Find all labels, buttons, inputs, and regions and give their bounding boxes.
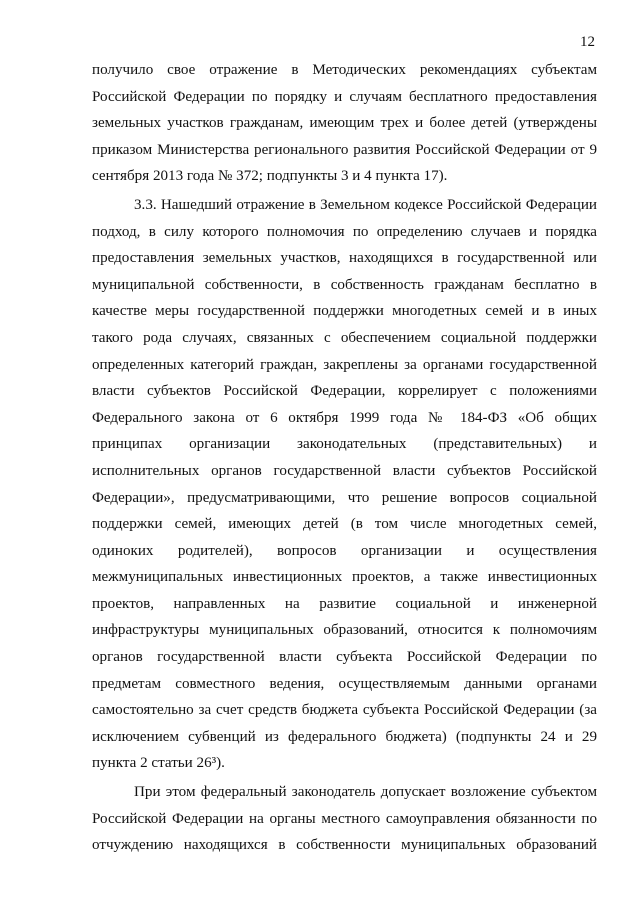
text-line: поддержки семей, имеющих детей (в том числе многодетных семей, bbox=[92, 516, 597, 533]
text-line: отчуждению находящихся в собственности муниципальных образований bbox=[92, 837, 597, 854]
text-line: определенных категорий граждан, закреплены за органами государственной bbox=[92, 356, 597, 373]
text-line: Федерации», предусматривающими, что решение вопросов социальной bbox=[92, 489, 597, 506]
text-line: приказом Министерства регионального развития Российской Федерации от 9 bbox=[92, 141, 597, 158]
text-line: исключением субвенций из федерального бюджета) (подпункты 24 и 29 bbox=[92, 728, 597, 745]
page-number: 12 bbox=[580, 34, 595, 50]
text-line: пункта 2 статьи 26³). bbox=[92, 755, 225, 772]
text-line: предметам совместного ведения, осуществляемым данными органами bbox=[92, 675, 597, 692]
text-line: одиноких родителей), вопросов организации и осуществления bbox=[92, 542, 597, 559]
text-line: исполнительных органов государственной власти субъектов Российской bbox=[92, 462, 597, 479]
paragraph bbox=[92, 779, 597, 859]
paragraph bbox=[92, 192, 597, 777]
text-line: проектов, направленных на развитие социальной и инженерной bbox=[92, 595, 597, 612]
text-line: подход, в силу которого полномочия по определению случаев и порядка bbox=[92, 223, 597, 240]
text-line: межмуниципальных инвестиционных проектов, а также инвестиционных bbox=[92, 569, 597, 586]
text-line: земельных участков гражданам, имеющим трех и более детей (утверждены bbox=[92, 115, 597, 132]
text-line: предоставления земельных участков, находящихся в государственной или bbox=[92, 250, 597, 267]
text-line: инфраструктуры муниципальных образований, относится к полномочиям bbox=[92, 622, 597, 639]
text-line: Российской Федерации по порядку и случаям бесплатного предоставления bbox=[92, 88, 597, 105]
text-line: самостоятельно за счет средств бюджета субъекта Российской Федерации (за bbox=[92, 702, 597, 719]
text-line: качестве меры государственной поддержки многодетных семей и в иных bbox=[92, 303, 597, 320]
text-line: органов государственной власти субъекта Российской Федерации по bbox=[92, 649, 597, 666]
text-line: получило свое отражение в Методических рекомендациях субъектам bbox=[92, 62, 597, 78]
text-line: Федерального закона от 6 октября 1999 года № 184-ФЗ «Об общих bbox=[92, 409, 597, 426]
text-line: 3.3. Нашедший отражение в Земельном кодексе Российской Федерации bbox=[134, 196, 597, 213]
text-line: муниципальной собственности, в собственность гражданам бесплатно в bbox=[92, 276, 597, 293]
text-line: власти субъектов Российской Федерации, коррелирует с положениями bbox=[92, 383, 597, 400]
paragraph bbox=[92, 57, 597, 190]
text-line: При этом федеральный законодатель допускает возложение субъектом bbox=[134, 784, 597, 801]
text-line: сентября 2013 года № 372; подпункты 3 и 4 пункта 17). bbox=[92, 168, 448, 185]
text-line: Российской Федерации на органы местного самоуправления обязанности по bbox=[92, 810, 597, 827]
document-body bbox=[92, 57, 597, 859]
text-line: принципах организации законодательных (представительных) и bbox=[92, 436, 597, 453]
text-line: такого рода случаях, связанных с обеспечением социальной поддержки bbox=[92, 329, 597, 346]
